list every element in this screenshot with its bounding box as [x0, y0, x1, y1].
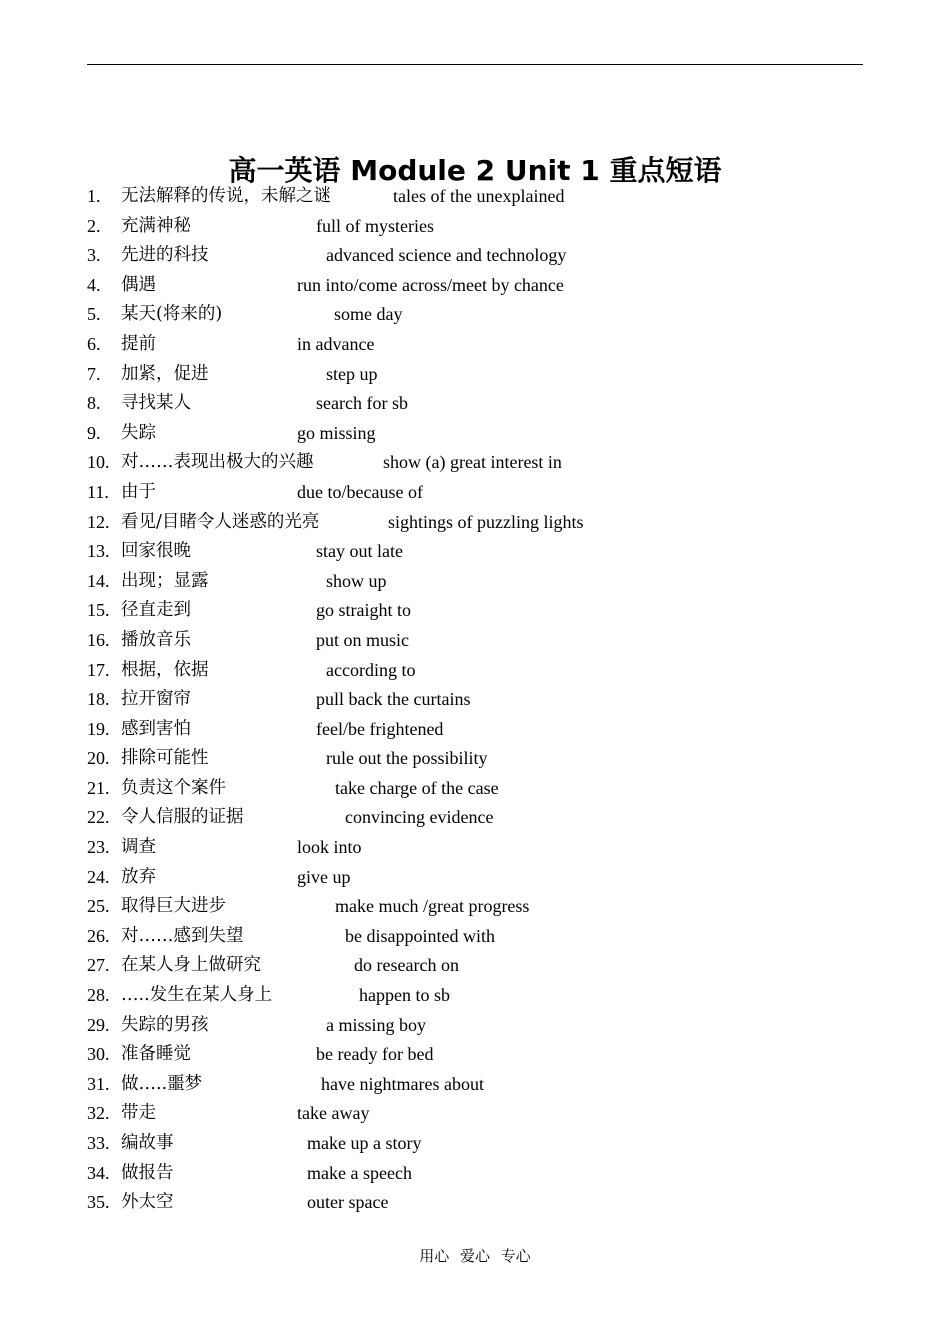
phrase-chinese: 调查 — [121, 837, 156, 858]
phrase-item — [87, 567, 863, 597]
phrase-chinese: …..发生在某人身上 — [121, 985, 273, 1006]
phrase-english: look into — [297, 837, 362, 858]
phrase-item — [87, 833, 863, 863]
phrase-item — [87, 360, 863, 390]
phrase-number: 15. — [87, 600, 110, 621]
phrase-chinese: 偶遇 — [121, 274, 156, 295]
phrase-item — [87, 863, 863, 893]
phrase-chinese: 编故事 — [121, 1133, 174, 1153]
phrase-english: feel/be frightened — [316, 718, 444, 739]
phrase-number: 25. — [87, 896, 110, 917]
phrase-chinese: 寻找某人 — [121, 393, 191, 414]
phrase-chinese: 出现；显露 — [121, 570, 209, 591]
phrase-number: 34. — [87, 1162, 110, 1183]
phrase-chinese: 先进的科技 — [121, 245, 209, 266]
phrase-chinese: 拉开窗帘 — [121, 689, 191, 710]
phrase-english: some day — [334, 304, 403, 325]
phrase-chinese: 放弃 — [121, 866, 156, 887]
phrase-chinese: 令人信服的证据 — [121, 807, 244, 828]
phrase-number: 16. — [87, 629, 110, 650]
phrase-item — [87, 596, 863, 626]
phrase-item — [87, 478, 863, 508]
phrase-item — [87, 182, 863, 212]
phrase-number: 23. — [87, 837, 110, 858]
phrase-english: be ready for bed — [316, 1044, 434, 1065]
phrase-chinese: 提前 — [121, 333, 156, 354]
phrase-chinese: 对……感到失望 — [121, 925, 244, 946]
phrase-number: 6. — [87, 333, 101, 354]
phrase-english: be disappointed with — [345, 925, 495, 946]
phrase-english: stay out late — [316, 541, 403, 562]
phrase-number: 8. — [87, 393, 101, 414]
phrase-number: 10. — [87, 452, 110, 473]
phrase-english: give up — [297, 866, 351, 887]
phrase-chinese: 感到害怕 — [121, 718, 191, 739]
phrase-english: in advance — [297, 333, 375, 354]
phrase-item — [87, 951, 863, 981]
phrase-item — [87, 1040, 863, 1070]
phrase-number: 27. — [87, 955, 110, 976]
phrase-chinese: 由于 — [121, 481, 156, 502]
phrase-chinese: 排除可能性 — [121, 748, 209, 769]
phrase-number: 18. — [87, 689, 110, 710]
phrase-chinese: 充满神秘 — [121, 215, 191, 236]
phrase-chinese: 某天(将来的) — [121, 304, 223, 325]
phrase-item — [87, 1188, 863, 1218]
phrase-number: 35. — [87, 1192, 110, 1213]
phrase-chinese: 看见/目睹令人迷惑的光亮 — [121, 511, 320, 532]
phrase-chinese: 取得巨大进步 — [121, 896, 226, 917]
phrase-chinese: 失踪的男孩 — [121, 1014, 209, 1035]
phrase-number: 12. — [87, 511, 110, 532]
phrase-english: show (a) great interest in — [383, 452, 562, 473]
phrase-chinese: 在某人身上做研究 — [121, 955, 261, 976]
phrase-number: 32. — [87, 1103, 110, 1124]
phrase-item — [87, 448, 863, 478]
phrase-number: 11. — [87, 481, 109, 502]
phrase-item — [87, 685, 863, 715]
phrase-chinese: 回家很晚 — [121, 541, 191, 562]
phrase-english: tales of the unexplained — [393, 186, 565, 206]
phrase-english: happen to sb — [359, 985, 450, 1006]
phrase-english: make a speech — [307, 1162, 412, 1183]
phrase-number: 9. — [87, 422, 101, 443]
phrase-english: outer space — [307, 1192, 389, 1213]
phrase-item — [87, 656, 863, 686]
phrase-english: run into/come across/meet by chance — [297, 274, 564, 295]
phrase-number: 13. — [87, 541, 110, 562]
phrase-chinese: 准备睡觉 — [121, 1044, 191, 1065]
phrase-chinese: 径直走到 — [121, 600, 191, 621]
phrase-number: 17. — [87, 659, 110, 680]
phrase-item — [87, 537, 863, 567]
phrase-number: 28. — [87, 985, 110, 1006]
phrase-chinese: 外太空 — [121, 1192, 174, 1213]
phrase-item — [87, 300, 863, 330]
phrase-english: pull back the curtains — [316, 689, 471, 710]
phrase-list — [87, 182, 863, 1218]
phrase-number: 22. — [87, 807, 110, 828]
phrase-number: 5. — [87, 304, 101, 325]
phrase-chinese: 带走 — [121, 1103, 156, 1124]
phrase-english: have nightmares about — [321, 1073, 484, 1094]
page-footer: 用心 爱心 专心 — [419, 1247, 531, 1265]
phrase-item — [87, 922, 863, 952]
phrase-item — [87, 803, 863, 833]
phrase-english: do research on — [354, 955, 459, 976]
phrase-item — [87, 241, 863, 271]
phrase-english: advanced science and technology — [326, 245, 567, 266]
phrase-number: 24. — [87, 866, 110, 887]
phrase-number: 3. — [87, 245, 101, 266]
phrase-english: go missing — [297, 422, 376, 443]
phrase-english: full of mysteries — [316, 215, 434, 236]
phrase-chinese: 无法解释的传说，未解之谜 — [121, 186, 331, 206]
phrase-number: 31. — [87, 1073, 110, 1094]
phrase-item — [87, 271, 863, 301]
phrase-english: go straight to — [316, 600, 411, 621]
phrase-item — [87, 774, 863, 804]
phrase-number: 2. — [87, 215, 101, 236]
phrase-number: 7. — [87, 363, 101, 384]
phrase-item — [87, 626, 863, 656]
phrase-english: make up a story — [307, 1133, 422, 1153]
phrase-number: 29. — [87, 1014, 110, 1035]
phrase-chinese: 加紧，促进 — [121, 363, 209, 384]
phrase-english: take charge of the case — [335, 777, 499, 798]
phrase-item — [87, 1011, 863, 1041]
phrase-english: rule out the possibility — [326, 748, 488, 769]
phrase-item — [87, 212, 863, 242]
phrase-item — [87, 715, 863, 745]
phrase-chinese: 失踪 — [121, 422, 156, 443]
phrase-chinese: 对……表现出极大的兴趣 — [121, 452, 314, 473]
phrase-item — [87, 508, 863, 538]
phrase-number: 33. — [87, 1133, 110, 1153]
phrase-chinese: 负责这个案件 — [121, 777, 226, 798]
phrase-item — [87, 1129, 863, 1159]
phrase-item — [87, 330, 863, 360]
phrase-number: 14. — [87, 570, 110, 591]
phrase-item — [87, 744, 863, 774]
phrase-number: 4. — [87, 274, 101, 295]
phrase-number: 30. — [87, 1044, 110, 1065]
phrase-english: take away — [297, 1103, 370, 1124]
phrase-english: a missing boy — [326, 1014, 427, 1035]
phrase-english: search for sb — [316, 393, 408, 414]
phrase-english: due to/because of — [297, 481, 423, 502]
phrase-chinese: 做报告 — [121, 1162, 174, 1183]
phrase-number: 26. — [87, 925, 110, 946]
phrase-chinese: 播放音乐 — [121, 629, 191, 650]
phrase-number: 20. — [87, 748, 110, 769]
phrase-english: sightings of puzzling lights — [388, 511, 584, 532]
phrase-number: 21. — [87, 777, 110, 798]
phrase-english: convincing evidence — [345, 807, 494, 828]
phrase-item — [87, 1070, 863, 1100]
phrase-english: make much /great progress — [335, 896, 530, 917]
phrase-item — [87, 981, 863, 1011]
phrase-chinese: 做…..噩梦 — [121, 1073, 203, 1094]
phrase-item — [87, 419, 863, 449]
phrase-number: 1. — [87, 186, 101, 206]
phrase-item — [87, 1159, 863, 1189]
phrase-item — [87, 892, 863, 922]
header-rule — [87, 64, 863, 65]
phrase-item — [87, 1099, 863, 1129]
phrase-number: 19. — [87, 718, 110, 739]
page-title: 高一英语 Module 2 Unit 1 重点短语 — [228, 153, 722, 187]
phrase-english: put on music — [316, 629, 409, 650]
phrase-item — [87, 389, 863, 419]
phrase-chinese: 根据，依据 — [121, 659, 209, 680]
phrase-english: according to — [326, 659, 416, 680]
phrase-english: show up — [326, 570, 387, 591]
phrase-english: step up — [326, 363, 378, 384]
